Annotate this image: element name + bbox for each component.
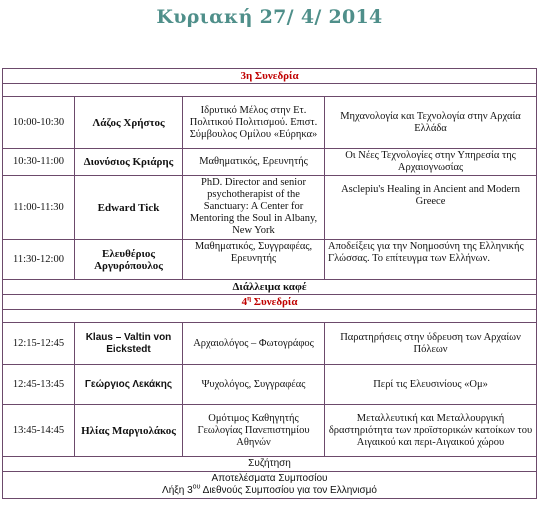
closing-label: Λήξη $3^{o\upsilon}$ Διεθνούς Συμποσίου για τον Ελληνισμό (162, 483, 377, 496)
discussion-row (3, 457, 537, 472)
program-table (2, 68, 537, 499)
speaker-cell: Ηλίας Μαργιολάκος (75, 405, 183, 457)
table-row (3, 365, 537, 405)
session-3-label: 3η Συνεδρία (3, 69, 537, 84)
role-cell: PhD. Director and senior psychotherapist of the Sanctuary: A Center for Mentoring the Soul in Albany, New York (183, 176, 325, 240)
time-cell: 12:15-12:45 (3, 323, 75, 365)
topic-cell: Περί τις Ελευσινίους «Ομ» (325, 365, 537, 405)
table-row (3, 405, 537, 457)
topic-cell: Οι Νέες Τεχνολογίες στην Υπηρεσία της Αρχαιογνωσίας (325, 149, 537, 176)
time-cell: 11:30-12:00 (3, 240, 75, 280)
speaker-cell: Διονύσιος Κριάρης (75, 149, 183, 176)
time-cell: 12:45-13:45 (3, 365, 75, 405)
discussion-label: Συζήτηση (3, 457, 537, 472)
closing-cell (3, 472, 537, 499)
session-3-header (3, 69, 537, 84)
topic-cell: Μηχανολογία και Τεχνολογία στην Αρχαία Ελλάδα (325, 97, 537, 149)
topic-cell: Αποδείξεις για την Νοημοσύνη της Ελληνικής Γλώσσας. Το επίτευγμα των Ελλήνων. (325, 240, 537, 280)
session-4-header (3, 295, 537, 310)
speaker-cell: Λάζος Χρήστος (75, 97, 183, 149)
coffee-break-label: Διάλλειμα καφέ (3, 280, 537, 295)
speaker-cell: Edward Tick (75, 176, 183, 240)
time-cell: 13:45-14:45 (3, 405, 75, 457)
role-cell: Αρχαιολόγος – Φωτογράφος (183, 323, 325, 365)
role-cell: Μαθηματικός, Ερευνητής (183, 149, 325, 176)
blank-row (3, 84, 537, 97)
page-title: Κυριακή 27/ 4/ 2014 (156, 6, 383, 28)
table-row (3, 176, 537, 240)
time-cell: 10:00-10:30 (3, 97, 75, 149)
blank-row (3, 310, 537, 323)
speaker-cell: Klaus – Valtin von Eickstedt (75, 323, 183, 365)
table-row (3, 240, 537, 280)
session-4-label: $4^\eta$ Συνεδρία (3, 295, 537, 310)
coffee-break-row (3, 280, 537, 295)
closing-row (3, 472, 537, 499)
role-cell: Ομότιμος Καθηγητής Γεωλογίας Πανεπιστημίου Αθηνών (183, 405, 325, 457)
role-cell: Ιδρυτικό Μέλος στην Ετ. Πολιτικού Πολιτισμού. Επιστ. Σύμβουλος Ομίλου «Εύρηκα» (183, 97, 325, 149)
table-row (3, 323, 537, 365)
topic-cell: Παρατηρήσεις στην ύδρευση των Αρχαίων Πόλεων (325, 323, 537, 365)
speaker-cell: Γεώργιος Λεκάκης (75, 365, 183, 405)
speaker-cell: Ελευθέριος Αργυρόπουλος (75, 240, 183, 280)
role-cell: Μαθηματικός, Συγγραφέας, Ερευνητής (183, 240, 325, 280)
time-cell: 10:30-11:00 (3, 149, 75, 176)
results-label: Αποτελέσματα Συμποσίου (211, 473, 328, 484)
table-row (3, 97, 537, 149)
role-cell: Ψυχολόγος, Συγγραφέας (183, 365, 325, 405)
topic-cell: Asclepiu's Healing in Ancient and Modern Greece (325, 176, 537, 240)
table-row (3, 149, 537, 176)
topic-cell: Μεταλλευτική και Μεταλλουργική δραστηριότητα των προϊστορικών κατοίκων του Αιγαικού και περι-Αιγαικού χώρου (325, 405, 537, 457)
time-cell: 11:00-11:30 (3, 176, 75, 240)
